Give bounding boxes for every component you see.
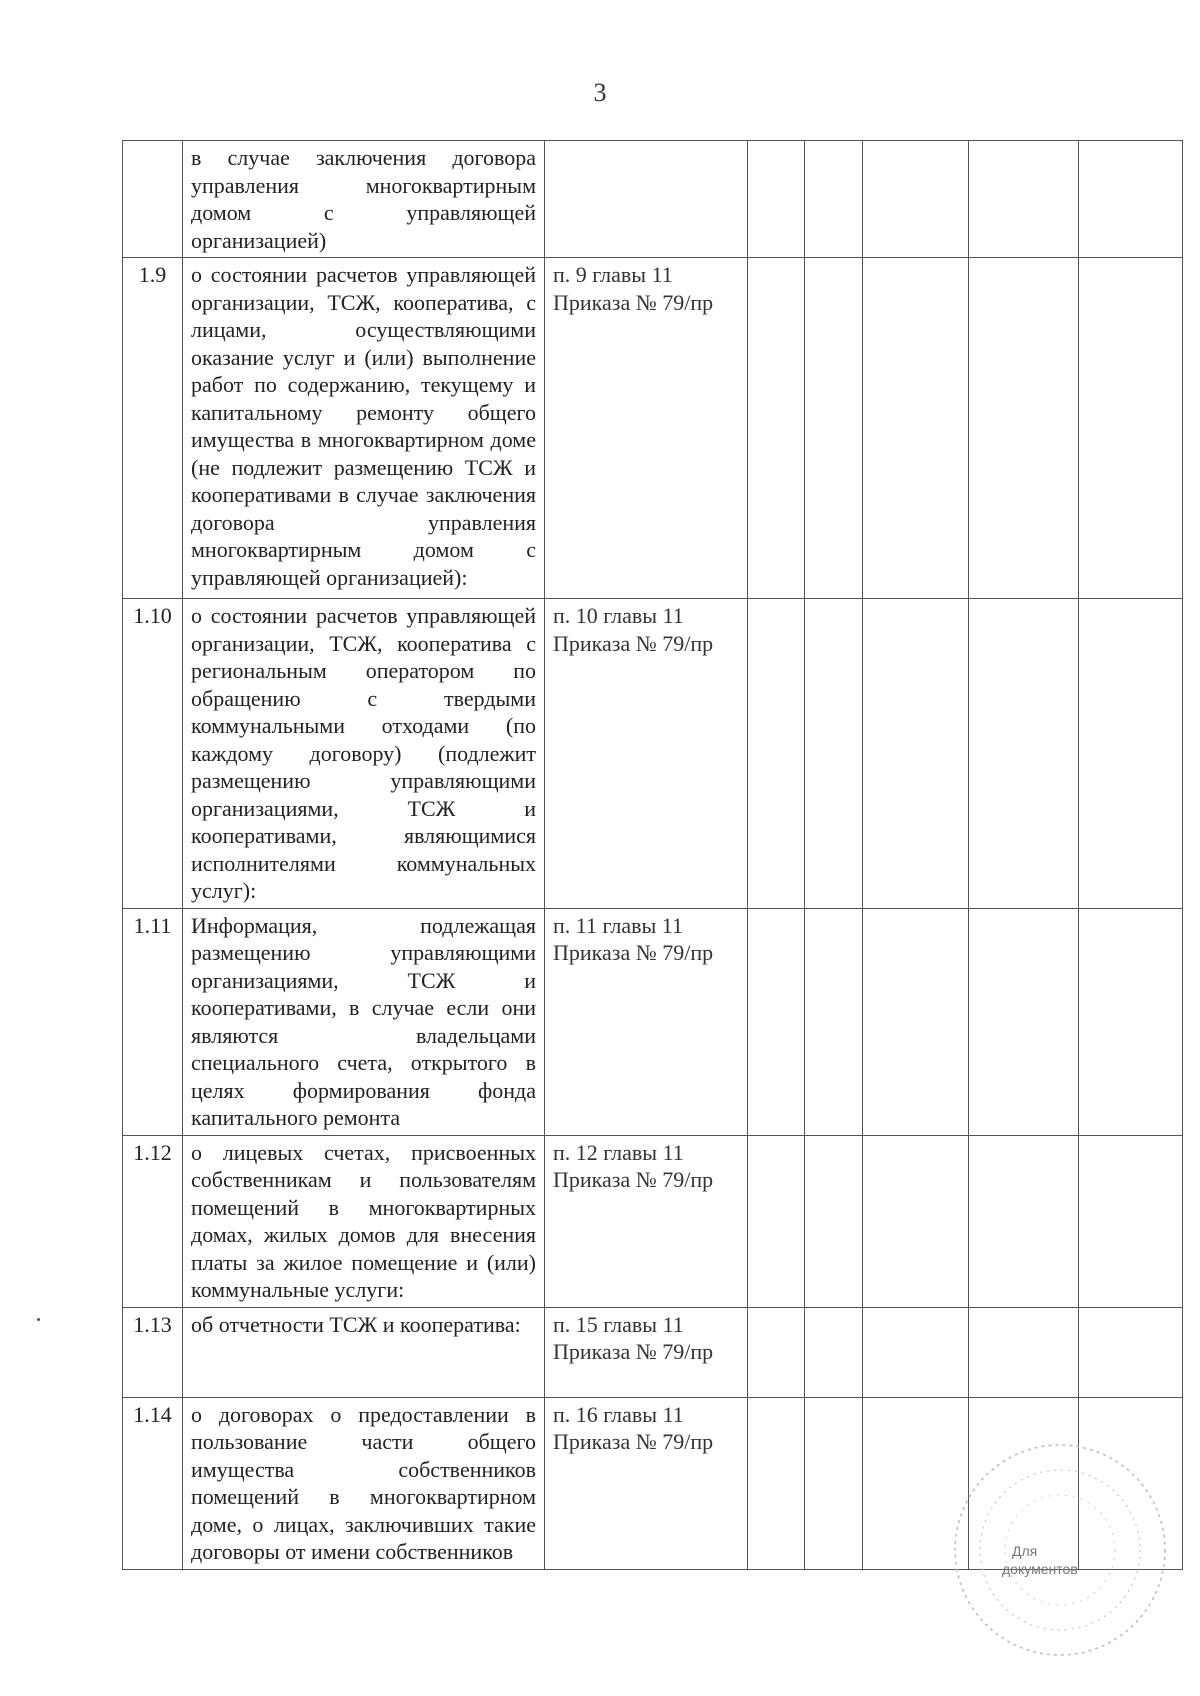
empty-cell [805,1307,863,1397]
empty-cell [1079,908,1183,1135]
row-reference: п. 12 главы 11 Приказа № 79/пр [545,1135,748,1307]
empty-cell [1079,1135,1183,1307]
empty-cell [805,599,863,909]
row-reference: п. 9 главы 11 Приказа № 79/пр [545,258,748,599]
empty-cell [969,141,1079,258]
empty-cell [805,908,863,1135]
empty-cell [748,908,805,1135]
row-number: 1.9 [123,258,183,599]
empty-cell [805,1135,863,1307]
row-reference [545,141,748,258]
page-number: 3 [593,78,607,107]
table-row [123,141,1183,258]
empty-cell [863,1135,969,1307]
table-row [123,1307,1183,1397]
empty-cell [748,258,805,599]
table-row [123,1135,1183,1307]
empty-cell [748,599,805,909]
empty-cell [805,141,863,258]
empty-cell [1079,1307,1183,1397]
empty-cell [969,908,1079,1135]
empty-cell [1079,141,1183,258]
empty-cell [863,599,969,909]
row-description: Информация, подлежащая размещению управляющими организациями, ТСЖ и кооперативами, в случае если они являются владельцами специального счета, открытого в целях формирования фонда капитального ремонта [183,908,545,1135]
stamp-line-2: документов [1002,1561,1078,1577]
row-description: в случае заключения договора управления многоквартирным домом с управляющей организацией) [183,141,545,258]
row-reference: п. 15 главы 11 Приказа № 79/пр [545,1307,748,1397]
empty-cell [863,908,969,1135]
row-number: 1.13 [123,1307,183,1397]
row-description: об отчетности ТСЖ и кооператива: [183,1307,545,1397]
row-number: 1.12 [123,1135,183,1307]
table-row [123,908,1183,1135]
requirements-table [122,140,1183,1570]
empty-cell [863,258,969,599]
row-description: о состоянии расчетов управляющей организации, ТСЖ, кооператива с региональным оператором по обращению с твердыми коммунальными отходами (по каждому договору) (подлежит размещению управляющими организациями, ТСЖ и кооперативами, являющимися исполнителями коммунальных услуг): [183,599,545,909]
empty-cell [748,1307,805,1397]
empty-cell [805,1397,863,1569]
empty-cell [969,258,1079,599]
row-description: о состоянии расчетов управляющей организации, ТСЖ, кооператива, с лицами, осуществляющими оказание услуг и (или) выполнение работ по содержанию, текущему и капитальному ремонту общего имущества в многоквартирном доме (не подлежит размещению ТСЖ и кооперативами в случае заключения договора управления многоквартирным домом с управляющей организацией): [183,258,545,599]
row-reference: п. 11 главы 11 Приказа № 79/пр [545,908,748,1135]
empty-cell [1079,599,1183,909]
empty-cell [969,599,1079,909]
empty-cell [748,1135,805,1307]
empty-cell [969,1307,1079,1397]
empty-cell [863,141,969,258]
row-number [123,141,183,258]
table-row [123,258,1183,599]
row-number: 1.10 [123,599,183,909]
row-reference: п. 10 главы 11 Приказа № 79/пр [545,599,748,909]
row-reference: п. 16 главы 11 Приказа № 79/пр [545,1397,748,1569]
row-number: 1.11 [123,908,183,1135]
empty-cell [863,1307,969,1397]
row-description: о договорах о предоставлении в пользование части общего имущества собственников помещений в многоквартирном доме, о лицах, заключивших такие договоры от имени собственников [183,1397,545,1569]
empty-cell [748,141,805,258]
row-number: 1.14 [123,1397,183,1569]
empty-cell [1079,258,1183,599]
row-description: о лицевых счетах, присвоенных собственникам и пользователям помещений в многоквартирных домах, жилых домов для внесения платы за жилое помещение и (или) коммунальные услуги: [183,1135,545,1307]
empty-cell [805,258,863,599]
stamp-line-1: Для [1012,1543,1038,1559]
empty-cell [748,1397,805,1569]
table-row [123,599,1183,909]
empty-cell [969,1135,1079,1307]
scan-speck [37,1318,40,1321]
